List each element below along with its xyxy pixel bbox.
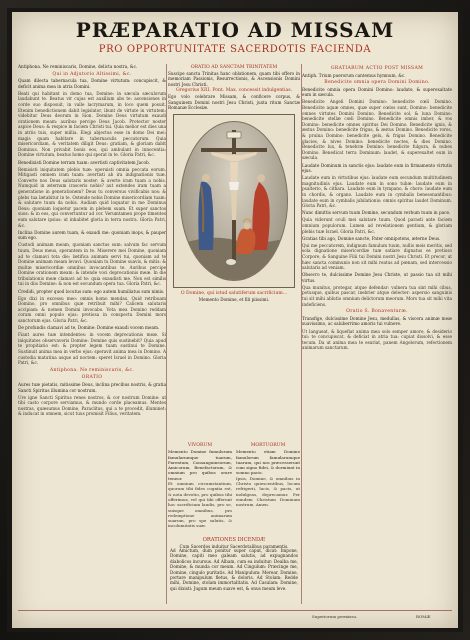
right-section: Gratias tibi ago, Domine sancte, Pater omnipotens, æterne Deus. <box>302 235 441 241</box>
vivorum-column <box>168 442 232 529</box>
right-section: Benedicite omnia opera Domini Domino: laudate, & superexaltate eum in sæcula. <box>302 86 452 98</box>
left-section: Inclina Domine aurem tuam, & exaudi me: quoniam inops, & pauper sum ego. <box>18 229 166 241</box>
document-title: PRÆPARATIO AD MISSAM <box>75 18 395 42</box>
left-oratio: Aures tuæ pietatis, mitissime Deus, inclina precibus nostris, & gratia Sancti Spiritus illumina cor nostrum. <box>18 381 166 393</box>
mortuorum-heading: MORTUORUM <box>250 443 286 448</box>
mortuorum-column <box>236 442 300 508</box>
left-antiphon: Antiphona. Ne reminiscaris, Domine, delicta nostra, &c. <box>18 64 138 69</box>
left-filler-text: Fiant aures tuæ intendentes: in vocem deprecationis meæ. Si iniquitates observaveris Domine: Domine quis sustinebit? Quia apud te propitiatio est: & propter legem tuam sustinui te Domine. Sustinuit anima mea in verbo ejus: speravit anima mea in Domino. A custodia matutina usque ad noctem: speret Israel in Domino. Gloria Patri, &c. <box>18 332 166 366</box>
right-closing: Transfige, dulcissime Domine Jesu, medullas, & viscera animæ meæ suavissimo, ac saluberrimo amoris tui vulnere. <box>302 315 452 327</box>
right-filler-text: Qui me peccatorem, indignum famulum tuum, nullis meis meritis, sed sola dignatione misericordiæ tuæ satiare dignatus es pretioso Corpore, & Sanguine Filii tui Domini nostri Jesu Christi. Et precor, ut hæc sancta communio non sit mihi reatus ad pœnam, sed intercessio salutaris ad veniam. <box>302 242 452 271</box>
center-top-heading: ORATIO AD SANCTAM TRINITATEM <box>190 65 278 70</box>
center-column <box>168 64 300 612</box>
left-column <box>18 64 166 604</box>
orationes-text: Ad Amictum, dum ponitur super caput, dicat: Impone, Domine, capiti meo galeam salutis, ad expugnandos diabolicos incursus. Ad Albam, cum ea induitur: Dealba me, Domine, & munda cor meum. Ad Cingulum: Præcinge me, Domine, cingulo puritatis. Ad Manipulum: Merear, Domine, portare manipulum fletus, & doloris. Ad Stolam: Redde mihi, Domine, stolam immortalitatis. Ad Casulam: Domine, qui dixisti: Jugum meum suave est, & onus meum leve. <box>170 548 298 591</box>
printed-sheet <box>12 12 458 628</box>
left-filler-text: Beati qui habitant in domo tua, Domine: in sæcula sæculorum laudabunt te. Beatus vir cujus est auxilium abs te: ascensiones in corde suo disposuit, in valle lacrymarum, in loco quem posuit. Etenim benedictionem dabit legislator, ibunt de virtute in virtutem: videbitur Deus deorum in Sion. Domine Deus virtutum exaudi orationem meam: auribus percipe Deus Jacob. Protector noster aspice Deus: & respice in faciem Christi tui. Quia melior est dies una in atriis tuis, super millia. Elegi abjectus esse in domo Dei mei: magis quam habitare in tabernaculis peccatorum. Quia misericordiam, & veritatem diligit Deus: gratiam, & gloriam dabit Dominus. Non privabit bonis eos, qui ambulant in innocentia: Domine virtutum, beatus homo qui sperat in te. Gloria Patri, &c. <box>18 90 166 158</box>
left-filler-text: Ure igne Sancti Spiritus renes nostros, & cor nostrum Domine: ut tibi casto corpore serviamus, & mundo corde placeamus. Mentes nostras, quæsumus Domine, Paraclitus, qui a te procedit, illuminet: & inducat in omnem, sicut tuus promisit Filius, veritatem. <box>18 394 166 417</box>
right-section: Laudate Dominum in sanctis ejus: laudate eum in firmamento virtutis ejus. <box>302 162 452 174</box>
right-top-heading: GRATIARUM ACTIO POST MISSAM <box>330 66 424 71</box>
crucifixion-scene-icon <box>181 122 287 280</box>
footer-left-text: Superiorum permissu. <box>312 614 358 619</box>
left-oratio-heading: ORATIO <box>81 375 103 381</box>
right-filler-text: Qua munitus, protegar, atque defendar: vulnera tua sint mihi cibus, potusque, quibus pascar, inebrier atque delecter: aspersio sanguinis tui sit mihi ablutio omnium delictorum meorum. Mors tua sit mihi vita indeficiens. <box>302 284 452 307</box>
left-closing-heading: Antiphona. Ne reminiscaris, &c. <box>49 367 135 373</box>
footer-right-text: ROMÆ <box>416 614 431 619</box>
right-filler-text: Benedicite Angeli Domini Domino: benedicite cœli Domino. Benedicite aquæ omnes, quæ super cœlos sunt, Domino: benedicite omnes virtutes Domini Domino. Benedicite sol, & luna Domino: benedicite stellæ cœli Domino. Benedicite omnis imber, & ros Domino: benedicite omnes spiritus Dei Domino. Benedicite ignis, & æstus Domino: benedicite frigus, & æstus Domino. Benedicite rores, & pruina Domino: benedicite gelu, & frigus Domino. Benedicite glacies, & nives Domino: benedicite noctes, & dies Domino. Benedicite lux, & tenebræ Domino: benedicite fulgura, & nubes Domino. Benedicat terra Dominum: laudet, & superexaltet eum in sæcula. <box>302 99 452 161</box>
right-antiphon: Antiph. Trium puerorum cantemus hymnum, &c. <box>302 72 406 78</box>
left-section: Credidi, propter quod locutus sum: ego autem humiliatus sum nimis. <box>18 288 165 294</box>
center-mid-text: Memento Domine, et fili piissimi. <box>198 297 270 303</box>
left-filler-text: Ego dixi in excessu meo: omnis homo mendax. Quid retribuam Domino, pro omnibus quæ retribuit mihi? Calicem salutaris accipiam: & nomen Domini invocabo. Vota mea Domino reddam coram omni populo ejus: pretiosa in conspectu Domini mors sanctorum ejus. Gloria Patri, &c. <box>18 295 166 324</box>
mortuorum-text: Memento etiam Domine famulorum famularumque tuarum, qui nos præcesserunt cum signo fidei, & dormiunt in somno pacis. <box>236 449 300 476</box>
center-top-text: Suscipe sancta Trinitas hanc oblationem, quam tibi offero in memoriam Passionis, Resurrectionis, & Ascensionis Domini nostri Jesu Christi. <box>168 71 300 87</box>
orationes-subheading: Cum Sacerdos induitur Sacerdotalibus paramentis. <box>179 544 289 549</box>
center-second-heading: Gregorius XIII. Pont. Max. concessit indulgentias. <box>175 88 293 94</box>
left-section: De profundis clamavi ad te, Domine: Domine exaudi vocem meam. <box>18 325 160 331</box>
picture-caption: O Domine, qui istud salutiferum sacrificium... <box>180 291 288 297</box>
document-subtitle: PRO OPPORTUNITATE SACERDOTIS FACIENDA <box>98 44 372 55</box>
right-section: Obsecro te, dulcissime Domine Jesu Christe, ut passio tua sit mihi virtus. <box>302 272 452 283</box>
center-second-text: Ego volo celebrare Missam, & conficere corpus, & Sanguinem Domini nostri Jesu Christi, juxta ritum Sanctæ Romanæ Ecclesiæ. <box>168 94 300 111</box>
vivorum-text: Memento Domine famulorum famularumque tuarum, Parentum, Consanguineorum, Amicorum, Benefactorum, & omnium pro quibus orare teneor. <box>168 449 232 481</box>
vivorum-filler: Et omnium circumstantium, quorum tibi fides cognita est, & nota devotio, pro quibus tibi offerimus, vel qui tibi offerunt hoc sacrificium laudis, pro se, suisque omnibus, pro redemptione animarum suarum, pro spe salutis, & incolumitatis suæ. <box>168 481 232 529</box>
right-psalm-heading: Benedicite omnia opera Domini Domino. <box>324 80 430 86</box>
right-section: Nunc dimittis servum tuum Domine, secundum verbum tuum in pace. <box>302 210 451 216</box>
crucifixion-engraving <box>173 114 295 288</box>
right-column <box>302 64 452 604</box>
footer-rule <box>18 610 452 611</box>
vivorum-heading: VIVORUM <box>187 443 213 448</box>
left-filler-text: Remisisti iniquitatem plebis tuæ: operuisti omnia peccata eorum. Mitigasti omnem iram tuam: avertisti ab ira indignationis tuæ. Converte nos Deus salutaris noster: & averte iram tuam a nobis. Numquid in æternum irasceris nobis? aut extendes iram tuam a generatione in generationem? Deus tu conversus vivificabis nos: & plebs tua lætabitur in te. Ostende nobis Domine misericordiam tuam: & salutare tuum da nobis. Audiam quid loquatur in me Dominus Deus: quoniam loquetur pacem in plebem suam. Et super sanctos suos: & in eos, qui convertuntur ad cor. Verumtamen prope timentes eum salutare ipsius: ut inhabitet gloria in terra nostra. Gloria Patri, &c. <box>18 166 166 228</box>
right-filler-text: Quia viderunt oculi mei salutare tuum. Quod parasti ante faciem omnium populorum. Lumen ad revelationem gentium, & gloriam plebis tuæ Israel. Gloria Patri, &c. <box>302 217 452 234</box>
crucifixion-oval <box>180 121 288 281</box>
left-section: Benedixisti Domine terram tuam: avertisti captivitatem Jacob. <box>18 159 151 165</box>
right-filler-text: Ut langueat, & liquefiat anima mea solo semper amore, & desiderio tui: te concupiscat, & deficiat in atria tua: cupiat dissolvi, & esse tecum. Da ut anima mea te esuriat, panem Angelorum, refectionem animarum sanctarum. <box>302 328 452 351</box>
left-filler-text: Custodi animam meam, quoniam sanctus sum: salvum fac servum tuum, Deus meus, sperantem in te. Miserere mei Domine, quoniam ad te clamavi tota die: lætifica animam servi tui, quoniam ad te Domine animam meam levavi. Quoniam tu Domine suavis, & mitis: & multæ misericordiæ omnibus invocantibus te. Auribus percipe Domine orationem meam: & intende voci deprecationis meæ. In die tribulationis meæ clamavi ad te: quia exaudisti me. Non est similis tui in diis Domine: & non est secundum opera tua. Gloria Patri, &c. <box>18 242 166 287</box>
right-filler-text: Laudate eum in virtutibus ejus: laudate eum secundum multitudinem magnitudinis ejus. Laudate eum in sono tubæ: laudate eum in psalterio, & cithara. Laudate eum in tympano, & choro: laudate eum in chordis, & organo. Laudate eum in cymbalis benesonantibus: laudate eum in cymbalis jubilationis: omnis spiritus laudet Dominum. Gloria Patri, &c. <box>302 175 452 209</box>
orationes-heading: ORATIONES DICENDÆ <box>202 537 266 543</box>
left-section: Quam dilecta tabernacula tua, Domine virtutum: concupiscit, & deficit anima mea in atria Domini. <box>18 78 166 89</box>
sheet-footer <box>12 608 458 626</box>
left-psalm-heading: Qui in Adjutorio Altissimi, &c. <box>52 71 132 77</box>
right-closing-heading: Oratio S. Bonaventuræ. <box>346 309 408 315</box>
mortuorum-filler: Ipsis, Domine, & omnibus in Christo quiescentibus, locum refrigerii, lucis, & pacis, ut indulgeas, deprecamur. Per eundem Christum Dominum nostrum. Amen. <box>236 475 300 508</box>
column-divider <box>166 64 167 604</box>
